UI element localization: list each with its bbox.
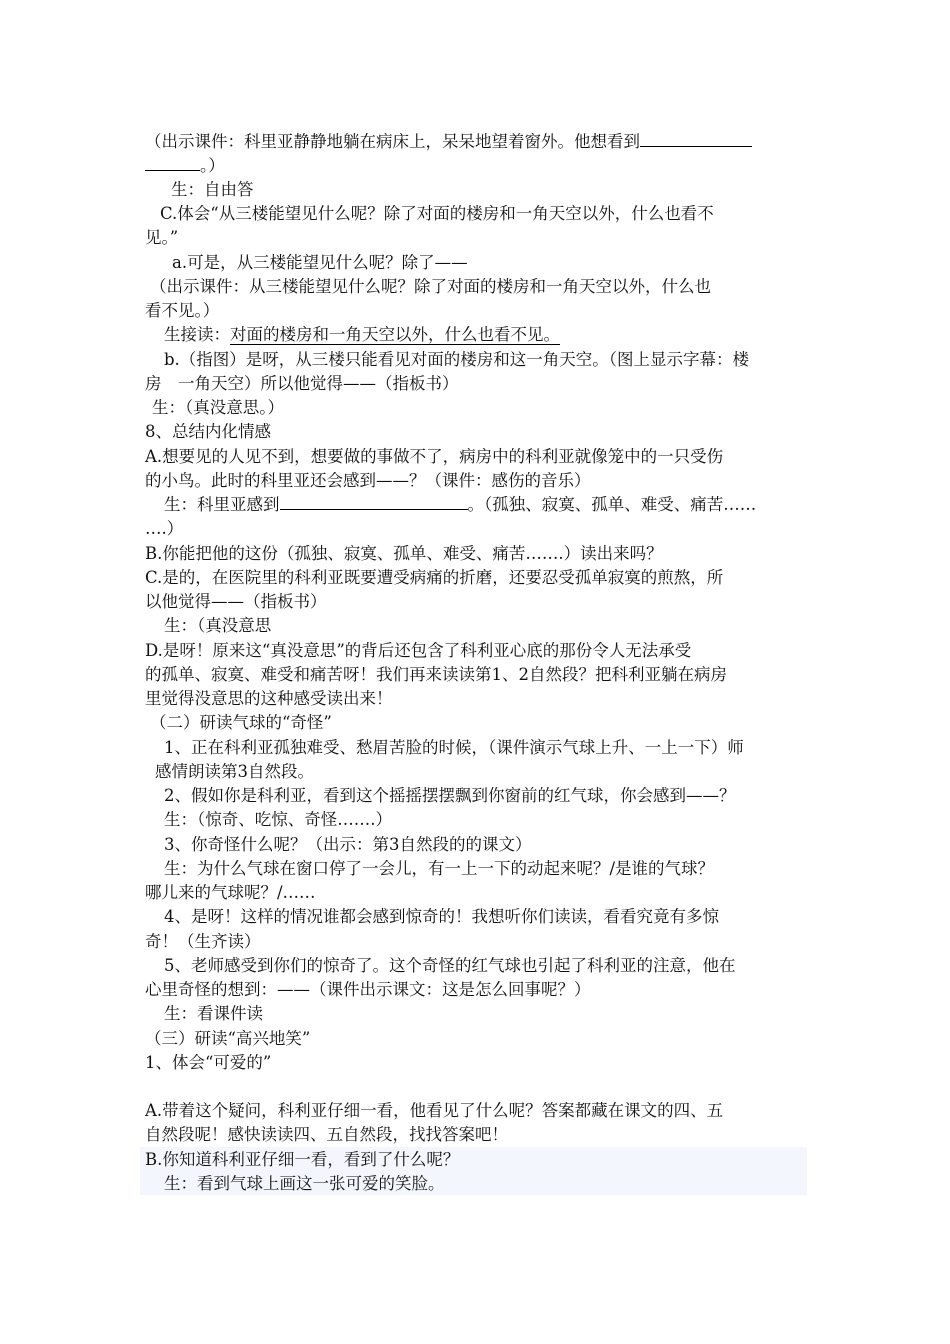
text-line: 生：为什么气球在窗口停了一会儿，有一上一下的动起来呢？/是谁的气球？ <box>164 859 715 878</box>
text-line: （出示课件：科里亚静静地躺在病床上，呆呆地望着窗外。他想看到 <box>145 130 810 154</box>
text-line: ….） <box>145 519 184 538</box>
text-line: 5、老师感受到你们的惊奇了。这个奇怪的红气球也引起了科利亚的注意，他在 <box>164 956 736 975</box>
text-line: 2、假如你是科利亚，看到这个摇摇摆摆飘到你窗前的红气球，你会感到——？ <box>164 786 736 805</box>
text-line: 看不见。） <box>145 301 220 320</box>
text-line: 感情朗读第3自然段。 <box>155 762 314 781</box>
text-line: A.想要见的人见不到，想要做的事做不了，病房中的科利亚就像笼中的一只受伤 <box>145 447 724 466</box>
text-line: 生：看课件读 <box>164 1004 263 1023</box>
text-line: C.体会“从三楼能望见什么呢？除了对面的楼房和一角天空以外，什么也看不 <box>160 204 714 223</box>
text-line: 房 一角天空）所以他觉得——（指板书） <box>145 374 459 393</box>
text-line: 生：看到气球上画这一张可爱的笑脸。 <box>164 1174 445 1193</box>
text-line: 的小鸟。此时的科里亚还会感到——？（课件：感伤的音乐） <box>145 471 591 490</box>
section-heading: （三）研读“高兴地笑” <box>145 1029 311 1048</box>
text-line: B.你能把他的这份（孤独、寂寞、孤单、难受、痛苦…….）读出来吗？ <box>145 544 663 563</box>
text-line: 自然段呢！感快读读四、五自然段，找找答案吧！ <box>145 1125 508 1144</box>
text-line: 1、正在科利亚孤独难受、愁眉苦脸的时候，（课件演示气球上升、一上一下）师 <box>164 738 744 757</box>
text-line: 4、是呀！这样的情况谁都会感到惊奇的！我想听你们读读，看看究竟有多惊 <box>164 907 719 926</box>
section-heading: （二）研读气球的“奇怪” <box>150 713 332 732</box>
text-line: 生接读：对面的楼房和一角天空以外，什么也看不见。 <box>164 325 560 344</box>
text-line: 的孤单、寂寞、难受和痛苦呀！我们再来读读第1、2自然段？把科利亚躺在病房 <box>145 665 727 684</box>
text-line: 里觉得没意思的这种感受读出来！ <box>145 689 393 708</box>
fill-blank <box>280 493 468 510</box>
text-line: 奇！（生齐读） <box>145 932 261 951</box>
text-line: （出示课件：从三楼能望见什么呢？除了对面的楼房和一角天空以外，什么也 <box>150 277 711 296</box>
text-line: 。） <box>145 154 810 178</box>
text-line: B.你知道科利亚仔细一看，看到了什么呢？ <box>145 1150 460 1169</box>
text-line: 生：科里亚感到 。（孤独、寂寞、孤单、难受、痛苦…… <box>164 495 757 514</box>
text-line: C.是的，在医院里的科利亚既要遭受病痛的折磨，还要忍受孤单寂寞的煎熬，所 <box>145 568 724 587</box>
text-line: 哪儿来的气球呢？/…… <box>145 883 316 902</box>
text-line: D.是呀！原来这“真没意思”的背后还包含了科利亚心底的那份令人无法承受 <box>145 641 692 660</box>
fill-blank <box>145 154 200 171</box>
text-line: 生：（真没意思 <box>164 616 272 635</box>
text-line: 以他觉得——（指板书） <box>145 592 327 611</box>
section-heading: 1、体会“可爱的” <box>145 1053 272 1072</box>
underlined-answer: 对面的楼房和一角天空以外，什么也看不见。 <box>230 325 560 344</box>
text-line: 生：（惊奇、吃惊、奇怪…….） <box>164 810 392 829</box>
fill-blank <box>640 130 752 147</box>
text-line: 生：自由答 <box>171 180 254 199</box>
text-line: A.带着这个疑问，科利亚仔细一看，他看见了什么呢？答案都藏在课文的四、五 <box>145 1101 724 1120</box>
text-line: 生：（真没意思。） <box>152 398 284 417</box>
text-line: a.可是，从三楼能望见什么呢？除了—— <box>172 253 468 272</box>
text-line: 心里奇怪的想到：——（课件出示课文：这是怎么回事呢？） <box>145 980 591 999</box>
section-heading: 8、总结内化情感 <box>145 422 271 441</box>
text-line: 见。” <box>145 228 179 247</box>
text-line: b.（指图）是呀，从三楼只能看见对面的楼房和这一角天空。（图上显示字幕：楼 <box>164 350 750 369</box>
text-line: 3、你奇怪什么呢？（出示：第3自然段的的课文） <box>164 835 532 854</box>
